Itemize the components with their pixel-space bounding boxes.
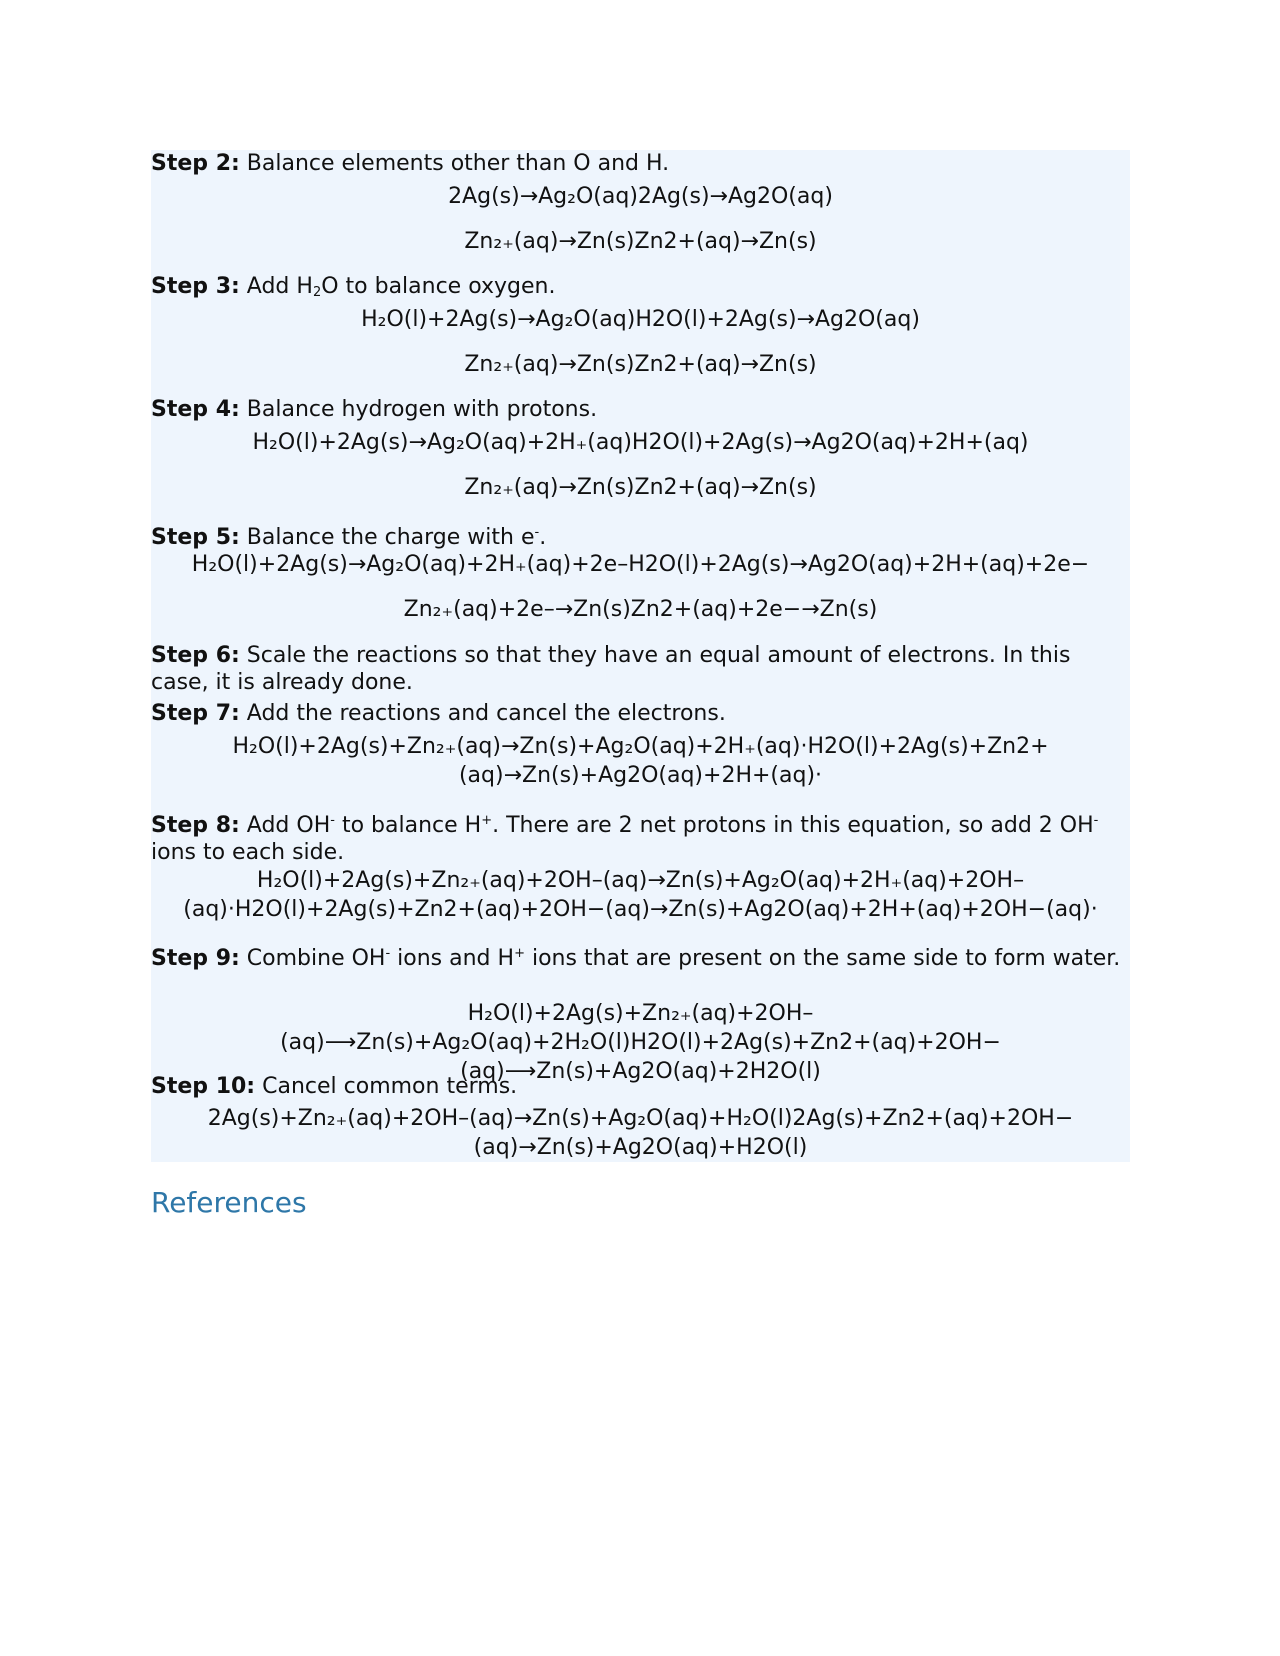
equation-step10-final: 2Ag(s)+Zn₂₊(aq)+2OH–(aq)→Zn(s)+Ag₂O(aq)+H₂O(l)2Ag(s)+Zn2+(aq)+2OH−(aq)→Zn(s)+Ag2O(aq)+H2O(l) — [207, 1106, 1074, 1160]
step-6: Step 6: Scale the reactions so that they have an equal amount of electrons. In this case, it is already done. — [151, 643, 1071, 695]
equation-step7-combined: H₂O(l)+2Ag(s)+Zn₂₊(aq)→Zn(s)+Ag₂O(aq)+2H₊(aq)·H2O(l)+2Ag(s)+Zn2+(aq)→Zn(s)+Ag2O(aq)+2H+(aq)· — [232, 734, 1049, 788]
equation-step9-water: H₂O(l)+2Ag(s)+Zn₂₊(aq)+2OH–(aq)⟶Zn(s)+Ag₂O(aq)+2H₂O(l)H2O(l)+2Ag(s)+Zn2+(aq)+2OH−(aq)⟶Zn(s)+Ag2O(aq)+2H2O(l) — [280, 1001, 1001, 1084]
equation-step3-zinc: Zn₂₊(aq)→Zn(s)Zn2+(aq)→Zn(s) — [464, 352, 817, 377]
equation-step2-silver: 2Ag(s)→Ag₂O(aq)2Ag(s)→Ag2O(aq) — [448, 184, 833, 209]
equation-step4-zinc: Zn₂₊(aq)→Zn(s)Zn2+(aq)→Zn(s) — [464, 475, 817, 500]
equation-step4-silver: H₂O(l)+2Ag(s)→Ag₂O(aq)+2H₊(aq)H2O(l)+2Ag(s)→Ag2O(aq)+2H+(aq) — [252, 430, 1029, 455]
equation-step5-silver: H₂O(l)+2Ag(s)→Ag₂O(aq)+2H₊(aq)+2e–H2O(l)+2Ag(s)→Ag2O(aq)+2H+(aq)+2e− — [191, 552, 1090, 577]
step-4: Step 4: Balance hydrogen with protons. — [151, 397, 598, 422]
equation-step8-hydroxide: H₂O(l)+2Ag(s)+Zn₂₊(aq)+2OH–(aq)→Zn(s)+Ag₂O(aq)+2H₊(aq)+2OH–(aq)·H2O(l)+2Ag(s)+Zn2+(aq)+2OH−(aq)→Zn(s)+Ag2O(aq)+2H+(aq)+2OH−(aq)· — [183, 868, 1098, 922]
step-9: Step 9: Combine OH- ions and H+ ions that are present on the same side to form water. — [151, 946, 1121, 971]
step-5: Step 5: Balance the charge with e-. — [151, 525, 547, 550]
step-7: Step 7: Add the reactions and cancel the electrons. — [151, 701, 726, 726]
equation-step3-silver: H₂O(l)+2Ag(s)→Ag₂O(aq)H2O(l)+2Ag(s)→Ag2O(aq) — [361, 307, 920, 332]
references-heading: References — [151, 1186, 307, 1219]
equation-step2-zinc: Zn₂₊(aq)→Zn(s)Zn2+(aq)→Zn(s) — [464, 229, 817, 254]
equation-step5-zinc: Zn₂₊(aq)+2e–→Zn(s)Zn2+(aq)+2e−→Zn(s) — [403, 597, 878, 622]
step-10: Step 10: Cancel common terms. — [151, 1074, 518, 1099]
step-3: Step 3: Add $H_2O$ to balance oxygen. — [151, 274, 556, 300]
step-8: Step 8: Add OH- to balance H+. There are 2 net protons in this equation, so add 2 OH- ions to each side. — [151, 813, 1099, 865]
step-2: Step 2: Balance elements other than O and H. — [151, 151, 670, 176]
